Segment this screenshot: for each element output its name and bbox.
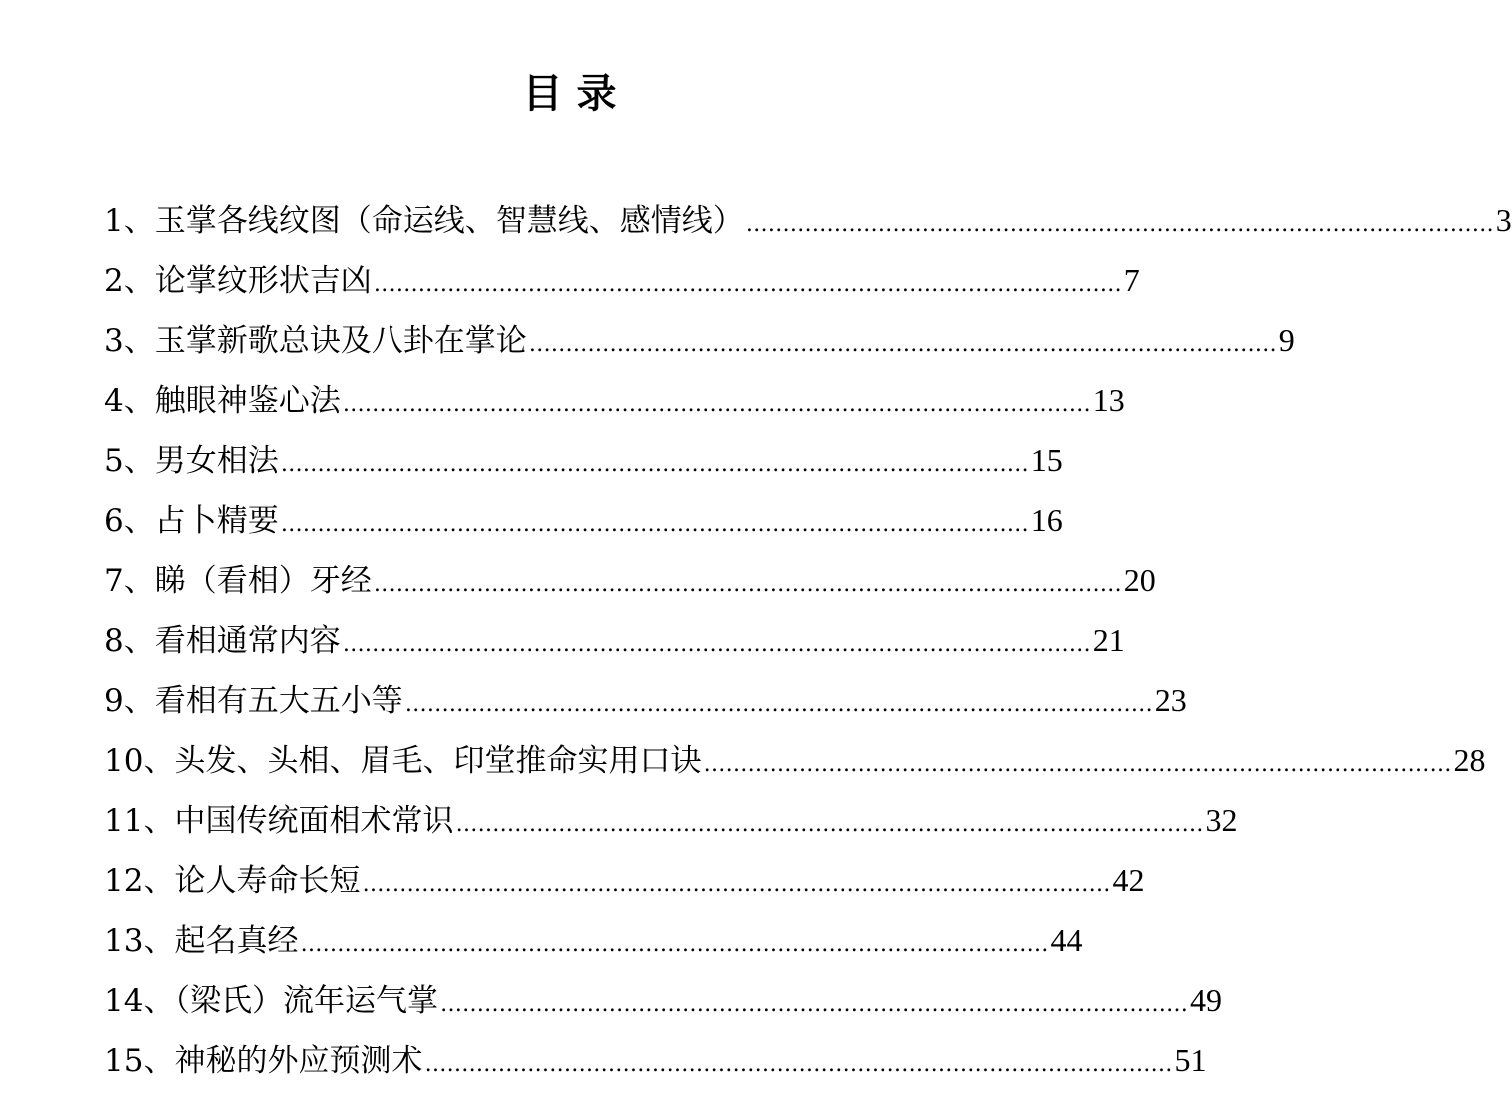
toc-entry[interactable] <box>104 850 1145 910</box>
toc-page-number: 23 <box>1154 682 1187 718</box>
toc-entry[interactable] <box>104 610 1125 670</box>
toc-page-number: 7 <box>1123 262 1140 298</box>
toc-entry[interactable] <box>104 970 1222 1030</box>
toc-page-number: 49 <box>1189 982 1222 1018</box>
toc-entry[interactable] <box>104 190 1512 250</box>
toc-entry-label: 4、触眼神鉴心法 <box>104 383 341 419</box>
dot-leader: ………………………………………………………………………………………… <box>342 632 1091 657</box>
toc-entry[interactable] <box>104 910 1083 970</box>
toc-entry[interactable] <box>104 730 1486 790</box>
toc-entry-label: 2、论掌纹形状吉凶 <box>104 263 372 299</box>
toc-entry-label: 10、头发、头相、眉毛、印堂推命实用口诀 <box>104 743 702 779</box>
toc-entry-label: 3、玉掌新歌总诀及八卦在掌论 <box>104 323 527 359</box>
toc-page-number: 44 <box>1050 922 1083 958</box>
toc-page-number: 13 <box>1092 382 1125 418</box>
toc-page-number: 51 <box>1174 1042 1207 1078</box>
page-title: 目录 <box>522 70 631 117</box>
dot-leader: ………………………………………………………………………………………… <box>373 272 1122 297</box>
toc-entry[interactable] <box>104 310 1295 370</box>
dot-leader: ………………………………………………………………………………………… <box>362 872 1111 897</box>
toc-entry[interactable] <box>104 550 1156 610</box>
table-of-contents <box>104 190 1512 1090</box>
toc-entry[interactable] <box>104 1030 1207 1090</box>
dot-leader: ………………………………………………………………………………………… <box>745 212 1494 237</box>
toc-page-number: 20 <box>1123 562 1156 598</box>
toc-entry-label: 5、男女相法 <box>104 443 279 479</box>
dot-leader: ………………………………………………………………………………………… <box>280 512 1029 537</box>
dot-leader: ………………………………………………………………………………………… <box>300 932 1049 957</box>
toc-page-number: 15 <box>1030 442 1063 478</box>
toc-entry-label: 15、神秘的外应预测术 <box>104 1043 423 1079</box>
toc-page-number: 42 <box>1112 862 1145 898</box>
dot-leader: ………………………………………………………………………………………… <box>373 572 1122 597</box>
dot-leader: ………………………………………………………………………………………… <box>280 452 1029 477</box>
toc-entry-label: 12、论人寿命长短 <box>104 863 361 899</box>
dot-leader: ………………………………………………………………………………………… <box>703 752 1452 777</box>
toc-entry[interactable] <box>104 670 1187 730</box>
toc-entry[interactable] <box>104 490 1063 550</box>
toc-page-number: 21 <box>1092 622 1125 658</box>
toc-page-number: 16 <box>1030 502 1063 538</box>
toc-entry-label: 11、中国传统面相术常识 <box>104 803 454 839</box>
dot-leader: ………………………………………………………………………………………… <box>455 812 1204 837</box>
toc-entry-label: 13、起名真经 <box>104 923 299 959</box>
toc-page-number: 9 <box>1278 322 1295 358</box>
toc-entry-label: 1、玉掌各线纹图（命运线、智慧线、感情线） <box>104 203 744 239</box>
toc-page-number: 3 <box>1495 202 1512 238</box>
toc-entry-label: 9、看相有五大五小等 <box>104 683 403 719</box>
toc-entry-label: 8、看相通常内容 <box>104 623 341 659</box>
toc-entry[interactable] <box>104 430 1063 490</box>
dot-leader: ………………………………………………………………………………………… <box>439 992 1188 1017</box>
toc-entry[interactable] <box>104 790 1238 850</box>
toc-entry-label: 6、占卜精要 <box>104 503 279 539</box>
dot-leader: ………………………………………………………………………………………… <box>528 332 1277 357</box>
dot-leader: ………………………………………………………………………………………… <box>404 692 1153 717</box>
dot-leader: ………………………………………………………………………………………… <box>424 1052 1173 1077</box>
dot-leader: ………………………………………………………………………………………… <box>342 392 1091 417</box>
toc-entry-label: 14、（梁氏）流年运气掌 <box>104 983 438 1019</box>
toc-entry[interactable] <box>104 250 1140 310</box>
toc-page-number: 32 <box>1205 802 1238 838</box>
toc-entry-label: 7、睇（看相）牙经 <box>104 563 372 599</box>
toc-page-number: 28 <box>1453 742 1486 778</box>
toc-entry[interactable] <box>104 370 1125 430</box>
